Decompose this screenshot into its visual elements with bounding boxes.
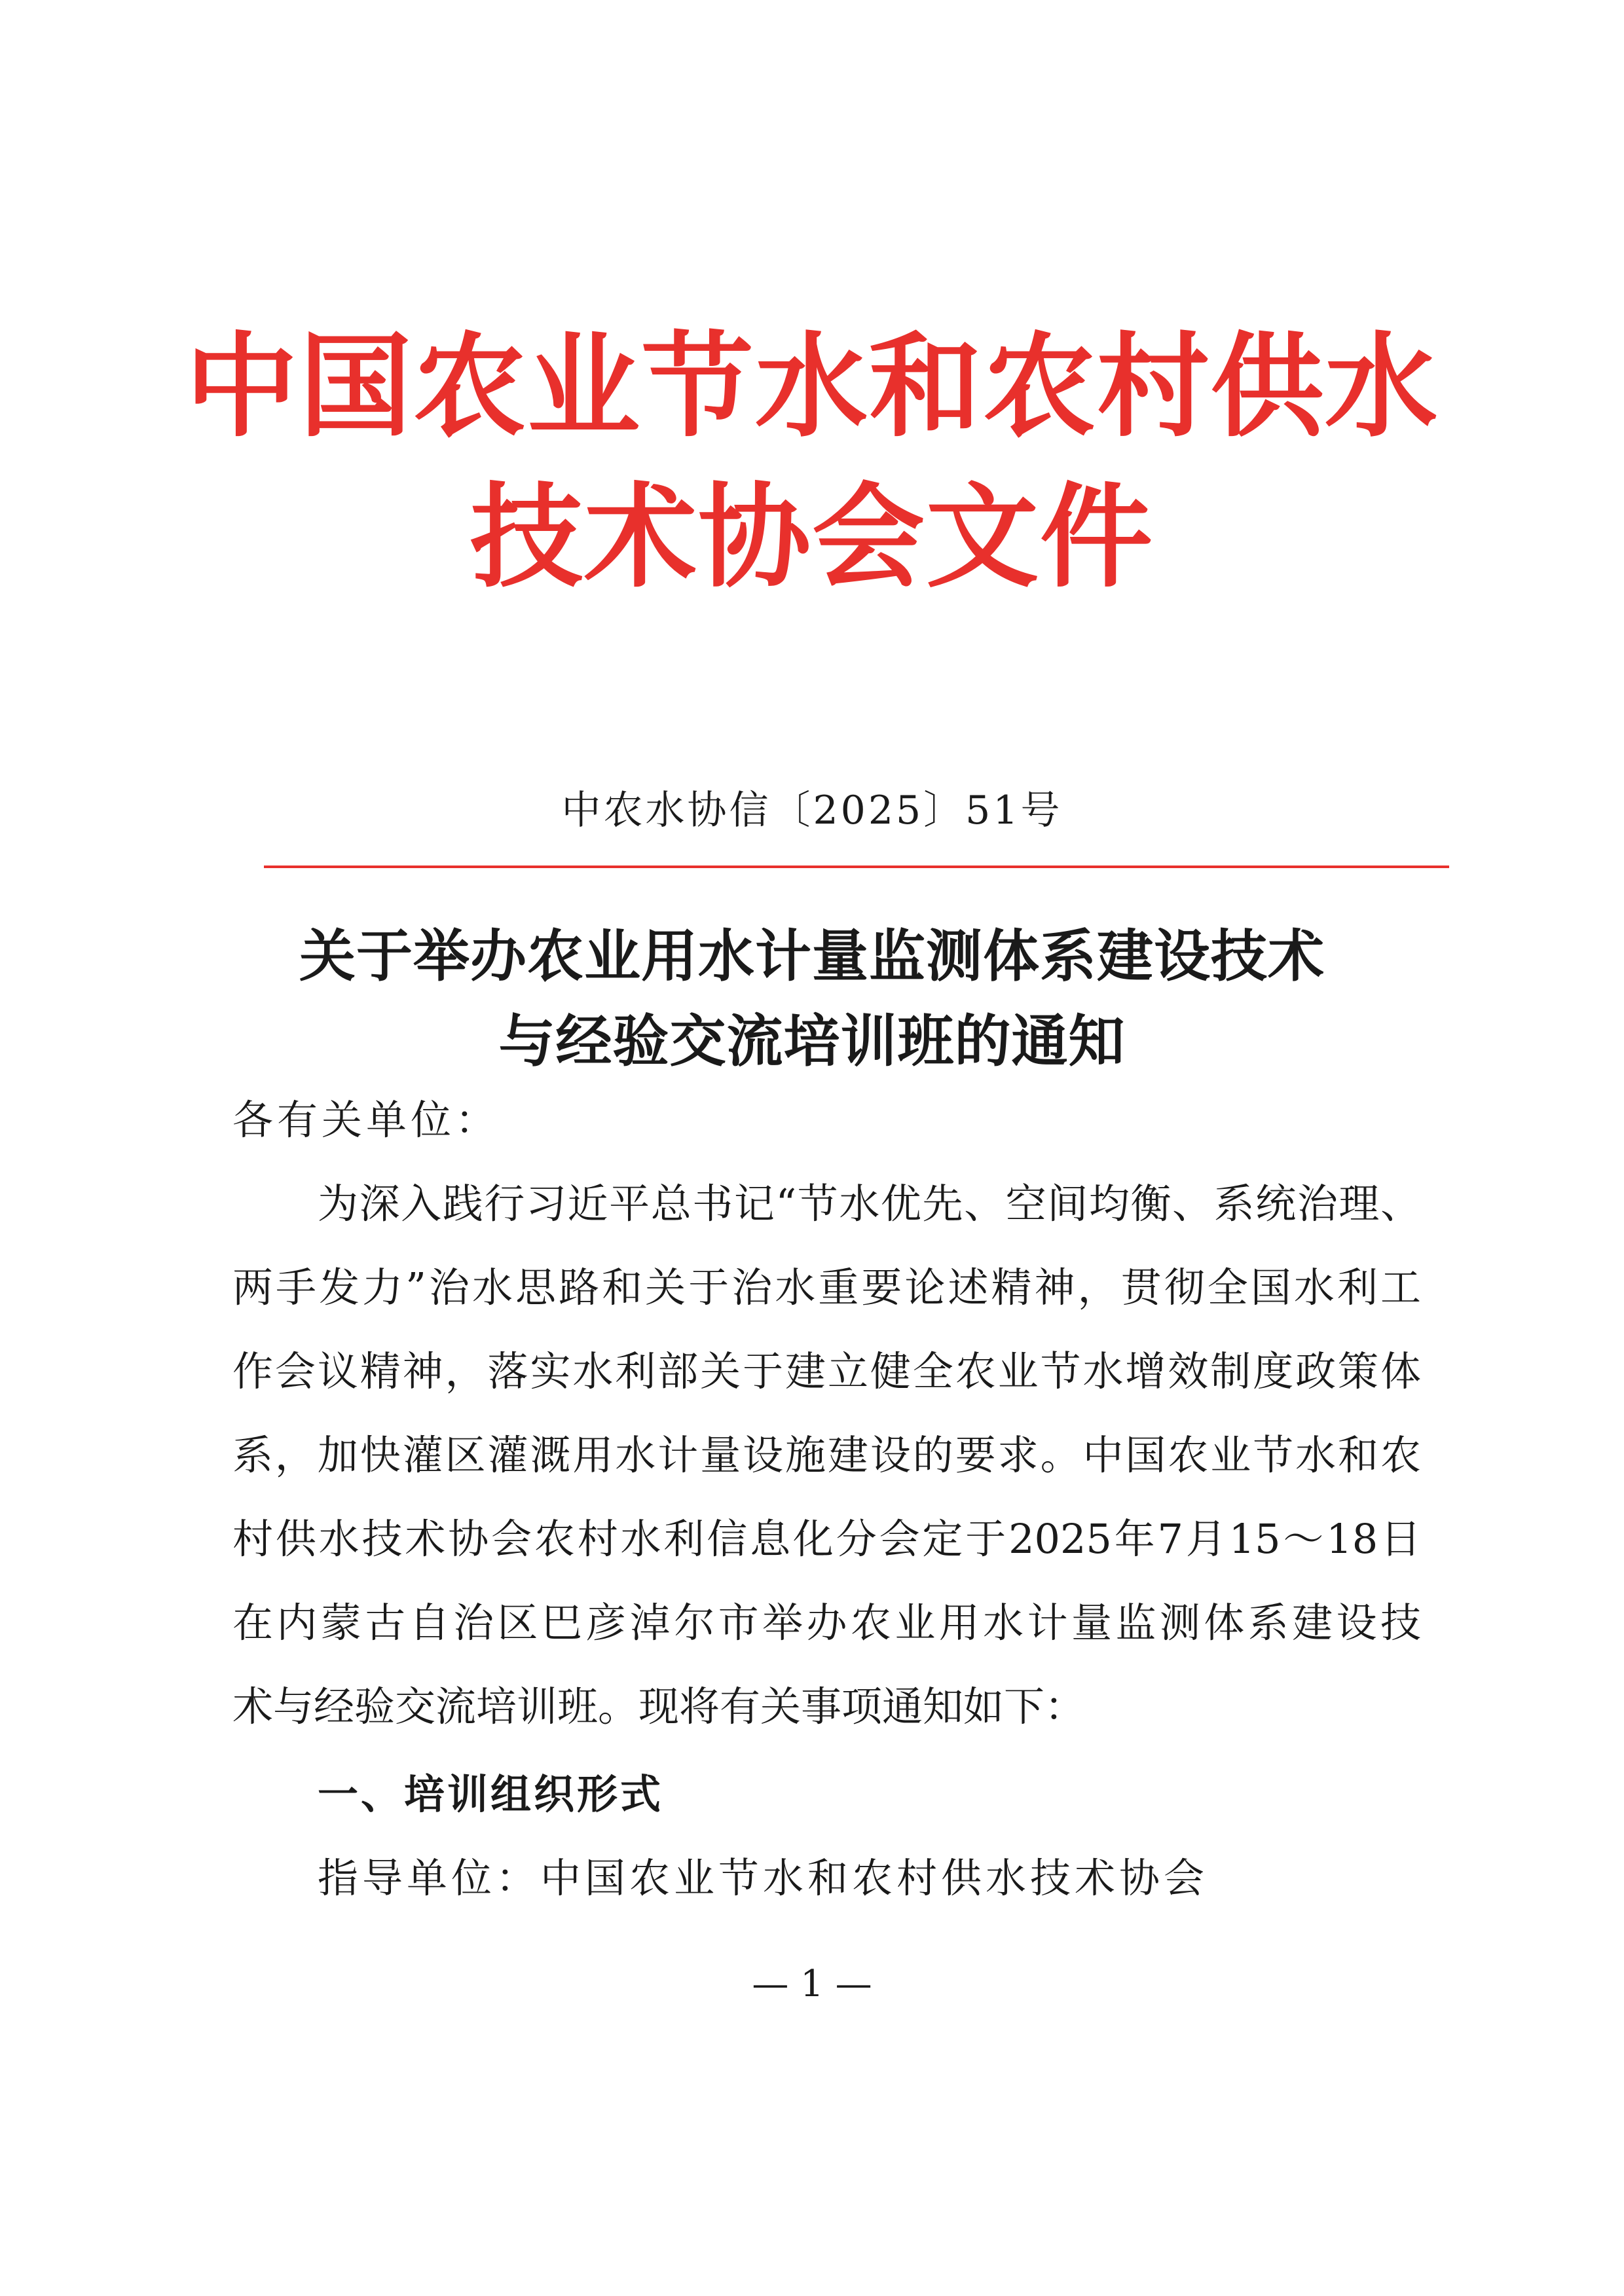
body-line-7: 术与经验交流培训班。现将有关事项通知如下： <box>232 1683 1086 1730</box>
page-number: — 1 — <box>752 1963 872 2005</box>
org-title-line2: 技术协会文件 <box>470 471 1154 603</box>
section-heading-training-format: 一、培训组织形式 <box>318 1770 664 1818</box>
notice-title-line1: 关于举办农业用水计量监测体系建设技术 <box>299 924 1325 989</box>
salutation: 各有关单位： <box>232 1096 500 1144</box>
body-line-5: 村供水技术协会农村水利信息化分会定于2025年7月15～18日 <box>232 1515 1421 1563</box>
red-divider-line <box>264 866 1449 868</box>
body-line-2: 两手发力”治水思路和关于治水重要论述精神，贯彻全国水利工 <box>232 1264 1421 1311</box>
guide-unit-line: 指导单位：中国农业节水和农村供水技术协会 <box>318 1854 1209 1902</box>
body-line-4: 系，加快灌区灌溉用水计量设施建设的要求。中国农业节水和农 <box>232 1431 1421 1479</box>
document-number: 中农水协信〔2025〕51号 <box>561 788 1063 833</box>
body-line-6: 在内蒙古自治区巴彦淖尔市举办农业用水计量监测体系建设技 <box>232 1599 1421 1647</box>
org-title-line1: 中国农业节水和农村供水 <box>185 321 1439 452</box>
notice-title-line2: 与经验交流培训班的通知 <box>498 1009 1126 1074</box>
body-line-1: 为深入践行习近平总书记“节水优先、空间均衡、系统治理、 <box>318 1180 1421 1228</box>
body-line-3: 作会议精神，落实水利部关于建立健全农业节水增效制度政策体 <box>232 1347 1421 1395</box>
